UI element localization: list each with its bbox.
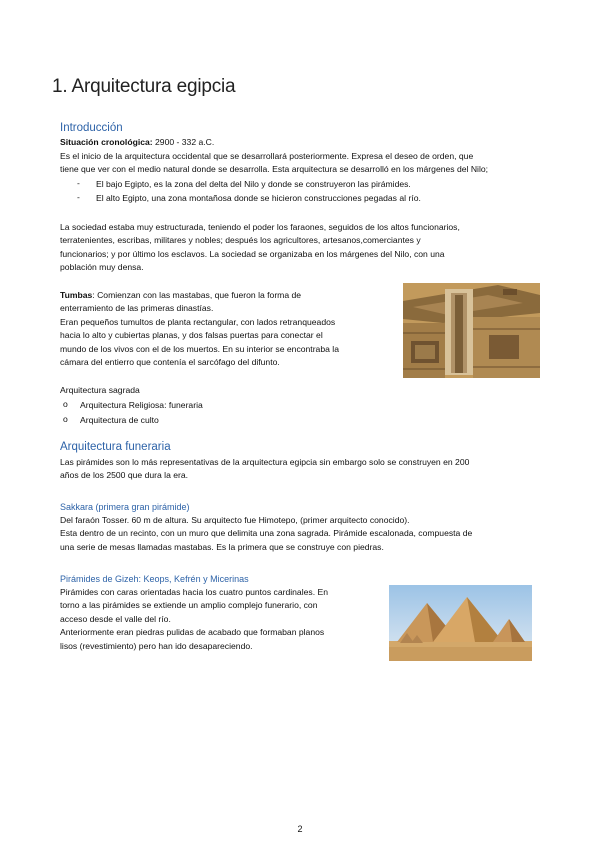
list-item: Arquitectura de culto [80,415,159,425]
text-line: mundo de los vivos con el de los muertos. En su interior se encontraba la [60,343,339,354]
list-item: Arquitectura Religiosa: funeraria [80,400,203,410]
page-number: 2 [297,824,303,834]
funeraria-heading: Arquitectura funeraria [60,441,171,453]
text-line: La sociedad estaba muy estructurada, teniendo el poder los faraones, seguidos de los altos funcionarios, [60,222,460,232]
page-title: 1. Arquitectura egipcia [52,76,236,97]
text-line: Pirámides con caras orientadas hacia los cuatro puntos cardinales. En [60,587,328,597]
intro-paragraph-2 [60,221,545,275]
text-line: torno a las pirámides se extiende un amplio complejo funerario, con [60,600,318,611]
text-line: cámara del entierro que contenía el sarcófago del difunto. [60,357,280,368]
text-line: lisos (revestimiento) pero han ido desapareciendo. [60,640,253,651]
dash-bullet: - [77,192,80,202]
text-line: Las pirámides son lo más representativas de la arquitectura egipcia sin embargo solo se construyen en 200 [60,457,470,467]
intro-paragraph-1 [60,150,550,177]
dash-bullet: - [77,178,80,188]
tumbas-label: Tumbas [60,290,93,300]
bullet-item: El alto Egipto, una zona montañosa donde se hicieron construcciones pegadas al río. [96,193,421,203]
bullet-item: El bajo Egipto, es la zona del delta del Nilo y donde se construyeron las pirámides. [96,179,411,189]
situacion-line [60,136,214,149]
text-line: Del faraón Tosser. 60 m de altura. Su arquitecto fue Himotepo, (primer arquitecto conocido). [60,515,410,525]
tumbas-paragraph [60,289,395,369]
text-line: Tumbas: Comienzan con las mastabas, que fueron la forma de [60,290,302,300]
text-line: Esta dentro de un recinto, con un muro que delimita una zona sagrada. Pirámide escalonada, compuesta de [60,528,473,539]
sagrada-label: Arquitectura sagrada [60,385,140,395]
text-line: Anteriormente eran piedras pulidas de acabado que formaban planos [60,627,325,638]
text-line: Eran pequeños tumultos de planta rectangular, con lados retranqueados [60,316,336,327]
intro-heading: Introducción [60,122,123,134]
text-line: funcionarios; y por último los esclavos. La sociedad se organizaba en los márgenes del Nilo, con una [60,248,445,259]
circle-bullet: o [63,399,68,409]
text-line: tiene que ver con el medio natural donde se desarrolla. Esta arquitectura se desarrolló en los márgenes del Nilo; [60,164,489,175]
sakkara-heading: Sakkara (primera gran pirámide) [60,502,190,512]
situacion-label: Situación cronológica: [60,137,153,147]
gizeh-pyramids-photo [389,585,532,661]
text-line: acceso desde el valle del río. [60,613,171,624]
text-line: una serie de mesas llamadas mastabas. Es la primera que se construye con piedras. [60,541,384,552]
text-line: años de los 2500 que dura la era. [60,470,189,481]
gizeh-paragraph [60,586,385,653]
circle-bullet: o [63,414,68,424]
mastaba-illustration [403,283,540,378]
situacion-value: 2900 - 332 a.C. [152,137,215,147]
text-line: enterramiento de las primeras dinastías. [60,303,214,314]
text-line: población muy densa. [60,262,144,273]
text-line: hacia lo alto y cubiertas planas, y dos falsas puertas para conectar el [60,330,323,341]
gizeh-heading: Pirámides de Gizeh: Keops, Kefrén y Micerinas [60,574,249,584]
sakkara-paragraph [60,514,545,554]
text-line: terratenientes, escribas, militares y nobles; después los agricultores, artesanos,comerciantes y [60,235,421,246]
text-line: Es el inicio de la arquitectura occidental que se desarrollará posteriormente. Expresa el deseo de orden, que [60,151,474,161]
funeraria-paragraph [60,456,545,483]
